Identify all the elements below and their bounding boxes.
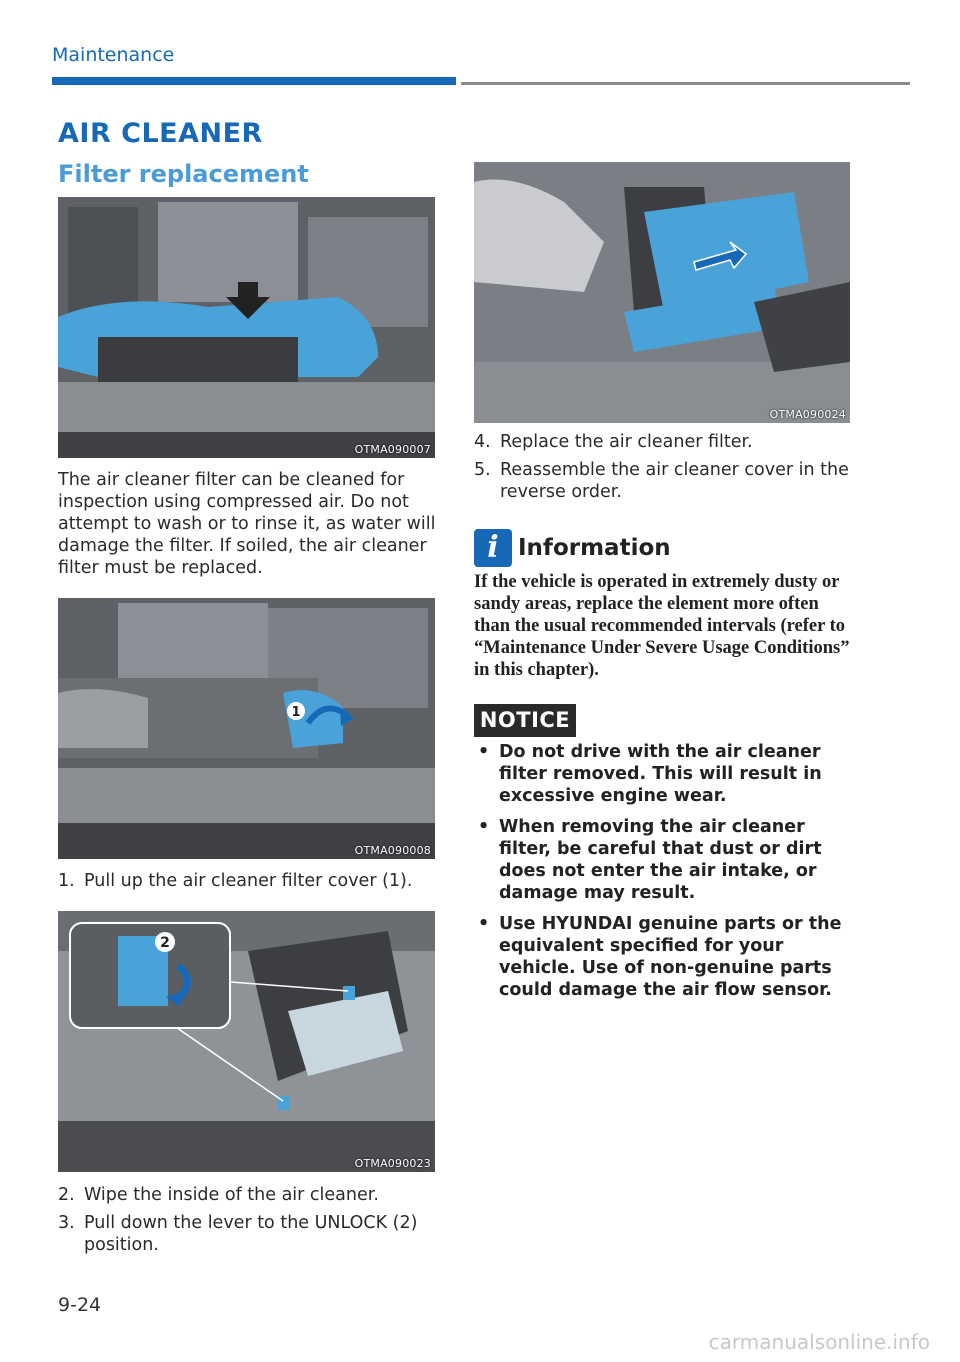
notice-list — [478, 741, 858, 1010]
page-title: AIR CLEANER — [58, 118, 263, 149]
bullet-icon: • — [478, 914, 490, 934]
step-number: 5. — [474, 460, 491, 480]
intro-paragraph: The air cleaner filter can be cleaned for inspection using compressed air. Do not attempt to wash or to rinse it, as water will damage the filter. If soiled, the air cleaner filter must be replaced. — [58, 470, 436, 578]
section-subtitle: Filter replacement — [58, 160, 309, 188]
bullet-icon: • — [478, 817, 490, 837]
step-5 — [474, 459, 854, 503]
step-1 — [58, 870, 438, 892]
watermark: carmanualsonline.info — [708, 1330, 930, 1354]
page-number: 9-24 — [58, 1294, 102, 1316]
step-text: Wipe the inside of the air cleaner. — [84, 1185, 379, 1205]
step-number: 2. — [58, 1185, 75, 1205]
notice-item-text: Do not drive with the air cleaner filter removed. This will result in excessive engine wear. — [499, 742, 822, 806]
figure-code: OTMA090008 — [354, 844, 431, 857]
notice-item-text: When removing the air cleaner filter, be careful that dust or dirt does not enter the air intake, or damage may result. — [499, 817, 822, 903]
callout-2: 2 — [160, 935, 170, 951]
figure-code: OTMA090023 — [354, 1157, 431, 1170]
figure-code: OTMA090024 — [769, 408, 846, 421]
step-text: Reassemble the air cleaner cover in the reverse order. — [500, 460, 849, 502]
step-number: 1. — [58, 871, 75, 891]
information-body: If the vehicle is operated in extremely dusty or sandy areas, replace the element more often than the usual recommended intervals (refer to “Maintenance Under Severe Usage Conditions” in this chapter). — [474, 572, 850, 680]
figure-filter-removal — [474, 162, 850, 423]
step-2 — [58, 1184, 438, 1206]
figure-unlock-lever — [58, 911, 435, 1172]
step-4 — [474, 431, 854, 453]
header-rule-blue — [52, 77, 456, 85]
bullet-icon: • — [478, 742, 490, 762]
information-title: Information — [518, 535, 671, 561]
callout-1: 1 — [291, 705, 301, 720]
section-header: Maintenance — [52, 44, 175, 66]
figure-filter-cover — [58, 598, 435, 859]
list-item — [478, 741, 858, 807]
list-item — [478, 816, 858, 904]
step-3 — [58, 1212, 438, 1256]
figure-air-cleaner-location — [58, 197, 435, 458]
notice-label: NOTICE — [474, 704, 576, 737]
step-text: Pull down the lever to the UNLOCK (2) position. — [84, 1213, 418, 1255]
header-rule-gray — [461, 82, 910, 85]
figure-code: OTMA090007 — [354, 443, 431, 456]
step-number: 4. — [474, 432, 491, 452]
list-item — [478, 913, 858, 1001]
notice-item-text: Use HYUNDAI genuine parts or the equivalent specified for your vehicle. Use of non-genuine parts could damage the air flow sensor. — [499, 914, 842, 1000]
step-text: Pull up the air cleaner filter cover (1). — [84, 871, 413, 891]
step-number: 3. — [58, 1213, 75, 1233]
step-text: Replace the air cleaner filter. — [500, 432, 753, 452]
info-icon: i — [474, 529, 512, 567]
